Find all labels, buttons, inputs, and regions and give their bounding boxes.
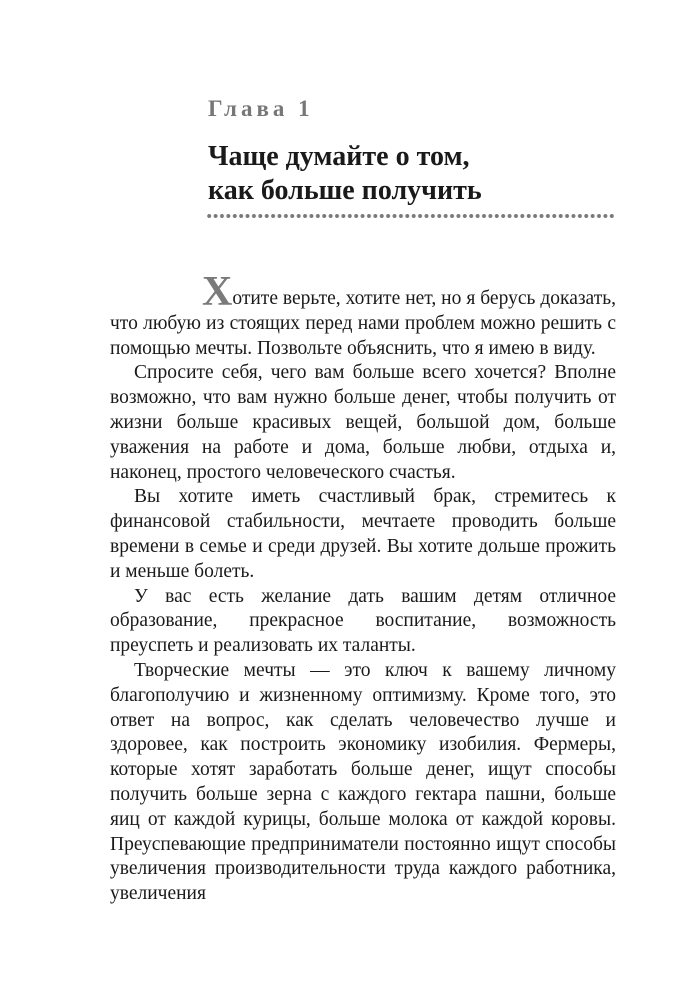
paragraph-2: Спросите себя, чего вам больше всего хочется? Вполне возможно, что вам нужно больше денег, чтобы получить от жизни больше красивых вещей, большой дом, больше уважения на работе и дома, больше любви, отдыха и, наконец, простого человеческого счастья. [110,362,616,483]
dotted-divider [206,212,614,220]
paragraph-4: У вас есть желание дать вашим детям отличное образование, прекрасное воспитание, возможность преуспеть и реализовать их таланты. [110,585,616,657]
chapter-title-line-2: как больше получить [208,175,482,206]
chapter-label: Глава 1 [208,96,314,121]
paragraph-3: Вы хотите иметь счастливый брак, стремитесь к финансовой стабильности, мечтаете проводить больше времени в семье и среди друзей. Вы хотите дольше прожить и меньше болеть. [110,486,616,582]
paragraph-1-text: отите верьте, хотите нет, но я берусь доказать, что любую из стоящих перед нами проблем можно решить с помощью мечты. Позвольте объяснить, что я имею в виду. [110,288,616,359]
chapter-title-line-1: Чаще думайте о том, [208,141,470,172]
paragraph-5: Творческие мечты — это ключ к вашему личному благополучию и жизненному оптимизму. Кроме того, это ответ на вопрос, как сделать человечество лучше и здоровее, как построить экономику изобилия. Фермеры, которые хотят заработать больше денег, ищут способы получить больше зерна с каждого гектара пашни, больше яиц от каждой курицы, больше молока от каждой коровы. Преуспевающие предприниматели постоянно ищут способы увеличения производительности труда каждого работника, увеличения [110,659,616,905]
body-text [110,269,616,907]
drop-cap: Х [202,269,233,315]
chapter-title [208,140,648,208]
paragraph-1 [110,269,616,361]
